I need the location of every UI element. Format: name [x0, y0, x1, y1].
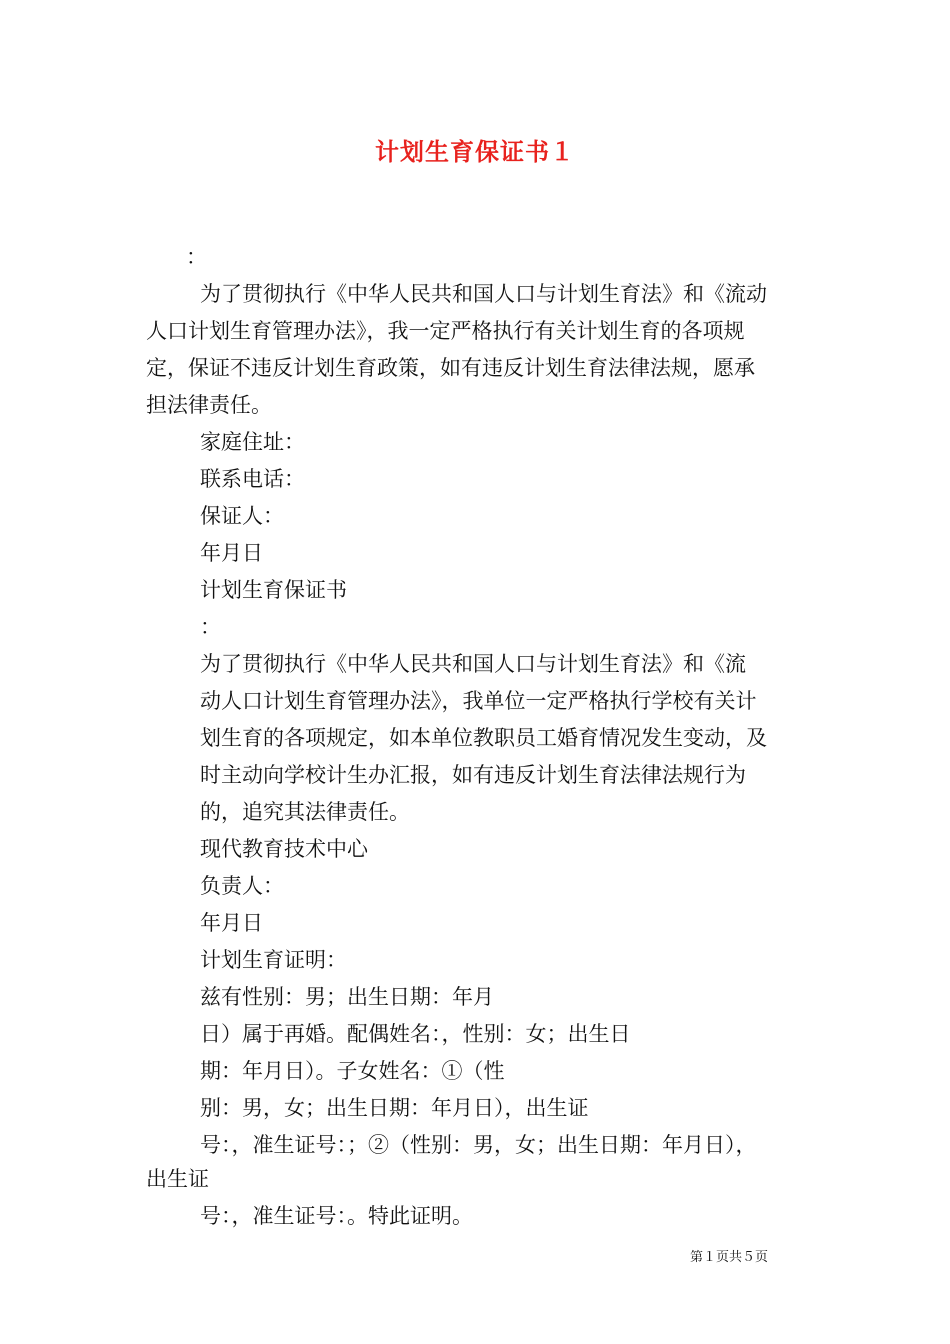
address-label: 家庭住址： — [200, 430, 305, 454]
certificate-line: 日）属于再婚。配偶姓名：，性别：女；出生日 — [200, 1022, 631, 1046]
certificate-line: 期：年月日）。子女姓名：①（性 — [200, 1059, 505, 1083]
certificate-line: 出生证 — [146, 1167, 209, 1191]
section-heading: 计划生育保证书 — [200, 578, 347, 602]
page-number: 第１页共５页 — [690, 1250, 769, 1265]
salutation-colon: ： — [186, 245, 207, 269]
date-label: 年月日 — [200, 911, 263, 935]
paragraph-line: 为了贯彻执行《中华人民共和国人口与计划生育法》和《流 — [200, 652, 746, 676]
paragraph-line: 人口计划生育管理办法》，我一定严格执行有关计划生育的各项规 — [146, 319, 745, 343]
leader-label: 负责人： — [200, 874, 284, 898]
certificate-line: 兹有性别：男；出生日期：年月 — [200, 985, 494, 1009]
organization-name: 现代教育技术中心 — [200, 837, 368, 861]
guarantor-label: 保证人： — [200, 504, 284, 528]
paragraph-line: 为了贯彻执行《中华人民共和国人口与计划生育法》和《流动 — [200, 282, 767, 306]
paragraph-line: 时主动向学校计生办汇报，如有违反计划生育法律法规行为 — [200, 763, 746, 787]
paragraph-line: 担法律责任。 — [146, 393, 272, 417]
certificate-line: 别：男，女；出生日期：年月日），出生证 — [200, 1096, 589, 1120]
salutation-colon: ： — [200, 615, 221, 639]
phone-label: 联系电话： — [200, 467, 305, 491]
certificate-line: 号：，准生证号：。特此证明。 — [200, 1204, 473, 1228]
section-heading: 计划生育证明： — [200, 948, 347, 972]
document-title: 计划生育保证书１ — [375, 137, 575, 166]
paragraph-line: 的，追究其法律责任。 — [200, 800, 410, 824]
date-label: 年月日 — [200, 541, 263, 565]
certificate-line: 号：，准生证号：；②（性别：男，女；出生日期：年月日）， — [200, 1133, 757, 1157]
paragraph-line: 动人口计划生育管理办法》，我单位一定严格执行学校有关计 — [200, 689, 757, 713]
paragraph-line: 划生育的各项规定，如本单位教职员工婚育情况发生变动，及 — [200, 726, 767, 750]
paragraph-line: 定，保证不违反计划生育政策，如有违反计划生育法律法规，愿承 — [146, 356, 755, 380]
